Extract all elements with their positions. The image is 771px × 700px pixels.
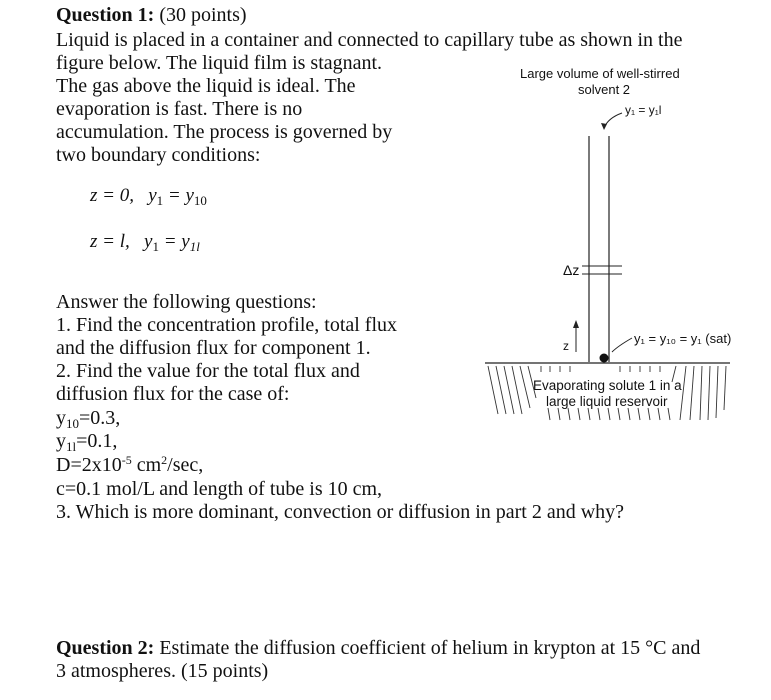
d-text: D=2x10: [56, 454, 122, 476]
intro-line-0: Liquid is placed in a container and connected to capillary tube as shown in the: [56, 29, 683, 51]
bc2-eq: = y: [158, 231, 190, 252]
bc1-y: y: [148, 185, 157, 206]
d-exp: -5: [121, 453, 132, 467]
intro-line-3: evaporation is fast. There is no: [56, 98, 303, 120]
bc1-sub2: 10: [193, 193, 207, 208]
intro-line-4: accumulation. The process is governed by: [56, 121, 393, 143]
d-unit-exp: 2: [161, 453, 168, 467]
d-tail: /sec,: [167, 454, 204, 476]
top-label-line-1: Large volume of well-stirred: [520, 66, 680, 81]
bc2-sub1: 1: [152, 239, 159, 254]
bc1-lhs: z = 0,: [90, 185, 134, 206]
question-line-2: and the diffusion flux for component 1.: [56, 337, 371, 359]
delta-z-label: Δz: [563, 262, 580, 278]
bottom-equation: y₁ = y₁₀ = y₁ (sat): [634, 331, 732, 346]
bc1-sub1: 1: [156, 193, 164, 208]
question-2-line-1: [56, 637, 700, 659]
bottom-arrow: [612, 338, 632, 352]
question-2-line-2: 3 atmospheres. (15 points): [56, 660, 269, 682]
question-1-points: (30 points): [154, 4, 247, 26]
answer-intro: Answer the following questions:: [56, 291, 317, 313]
top-arrow: [604, 113, 622, 128]
y1l-value: =0.1,: [76, 430, 118, 452]
top-label-line-2: solvent 2: [578, 82, 631, 97]
reservoir-label-line-1: Evaporating solute 1 in a: [533, 378, 682, 393]
reservoir-hatching: [488, 366, 726, 420]
top-arrow-head: [601, 123, 607, 130]
question-line-3: 2. Find the value for the total flux and: [56, 360, 360, 382]
bc1-eq: = y: [163, 185, 194, 206]
intro-line-2: The gas above the liquid is ideal. The: [56, 75, 356, 97]
y10-symbol: y: [56, 407, 66, 429]
question-2-title: Question 2:: [56, 637, 155, 659]
reservoir-label-line-2: large liquid reservoir: [546, 394, 668, 409]
value-concentration: c=0.1 mol/L and length of tube is 10 cm,: [56, 478, 383, 500]
y10-sub: 10: [66, 416, 79, 431]
question-2-text: Estimate the diffusion coefficient of helium in krypton at 15 °C and: [154, 637, 701, 659]
question-1-title: Question 1:: [56, 4, 155, 26]
bc2-y: y: [144, 231, 153, 252]
y10-value: =0.3,: [79, 407, 121, 429]
question-line-4: diffusion flux for the case of:: [56, 383, 290, 405]
y1l-symbol: y: [56, 430, 66, 452]
d-unit: cm: [131, 454, 162, 476]
bc2-sub2: 1l: [189, 239, 200, 254]
bc2-lhs: z = l,: [90, 231, 130, 252]
liquid-surface-dot: [600, 354, 609, 363]
y1l-sub: 1l: [66, 439, 77, 454]
intro-line-1: figure below. The liquid film is stagnant.: [56, 52, 383, 74]
z-axis-arrow-head: [573, 320, 579, 328]
z-axis-label: z: [563, 339, 569, 353]
question-line-5: 3. Which is more dominant, convection or diffusion in part 2 and why?: [56, 501, 625, 523]
top-equation: y₁ = y₁l: [625, 103, 662, 117]
question-line-1: 1. Find the concentration profile, total flux: [56, 314, 398, 336]
intro-line-5: two boundary conditions:: [56, 144, 261, 166]
